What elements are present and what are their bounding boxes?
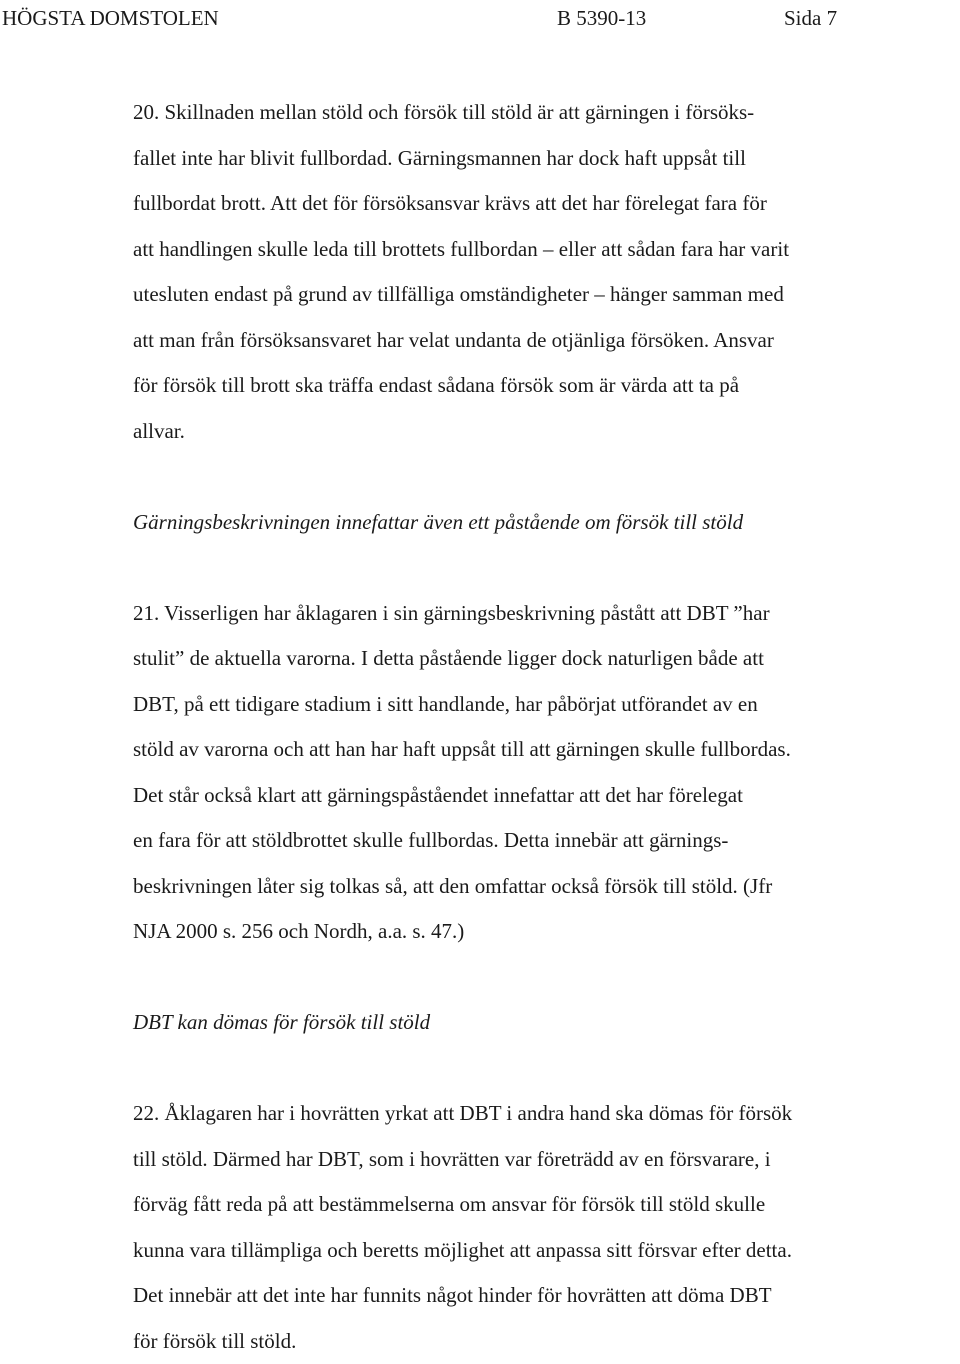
spacer: [133, 1046, 959, 1092]
paragraph-line: fallet inte har blivit fullbordad. Gärningsmannen har dock haft uppsåt till: [133, 136, 959, 182]
paragraph-line: stöld av varorna och att han har haft uppsåt till att gärningen skulle fullbordas.: [133, 727, 959, 773]
paragraph-line: förväg fått reda på att bestämmelserna om ansvar för försök till stöld skulle: [133, 1182, 959, 1228]
paragraph-line: 20. Skillnaden mellan stöld och försök till stöld är att gärningen i försöks-: [133, 90, 959, 136]
spacer: [133, 545, 959, 591]
page-header: [0, 3, 960, 33]
paragraph-line: för försök till brott ska träffa endast sådana försök som är värda att ta på: [133, 363, 959, 409]
paragraph-line: Det innebär att det inte har funnits något hinder för hovrätten att döma DBT: [133, 1273, 959, 1319]
paragraph-line: att handlingen skulle leda till brottets fullbordan – eller att sådan fara har varit: [133, 227, 959, 273]
paragraph-line: allvar.: [133, 409, 959, 455]
paragraph-line: fullbordat brott. Att det för försöksansvar krävs att det har förelegat fara för: [133, 181, 959, 227]
section-heading-attempt-description: Gärningsbeskrivningen innefattar även ett påstående om försök till stöld: [133, 500, 959, 546]
paragraph-line: utesluten endast på grund av tillfälliga omständigheter – hänger samman med: [133, 272, 959, 318]
paragraph-line: stulit” de aktuella varorna. I detta påstående ligger dock naturligen både att: [133, 636, 959, 682]
paragraph-20: [133, 90, 959, 454]
paragraph-21: [133, 591, 959, 955]
court-name: HÖGSTA DOMSTOLEN: [2, 3, 219, 33]
paragraph-line: NJA 2000 s. 256 och Nordh, a.a. s. 47.): [133, 909, 959, 955]
paragraph-line: att man från försöksansvaret har velat undanta de otjänliga försöken. Ansvar: [133, 318, 959, 364]
paragraph-line: kunna vara tillämpliga och beretts möjlighet att anpassa sitt försvar efter detta.: [133, 1228, 959, 1274]
document-body: [133, 90, 959, 1364]
paragraph-line: beskrivningen låter sig tolkas så, att den omfattar också försök till stöld. (Jfr: [133, 864, 959, 910]
section-heading-conviction: DBT kan dömas för försök till stöld: [133, 1000, 959, 1046]
paragraph-line: Det står också klart att gärningspåståendet innefattar att det har förelegat: [133, 773, 959, 819]
paragraph-line: 21. Visserligen har åklagaren i sin gärningsbeskrivning påstått att DBT ”har: [133, 591, 959, 637]
spacer: [133, 955, 959, 1001]
paragraph-22: [133, 1091, 959, 1364]
page-number: Sida 7: [784, 3, 837, 33]
paragraph-line: en fara för att stöldbrottet skulle fullbordas. Detta innebär att gärnings-: [133, 818, 959, 864]
paragraph-line: till stöld. Därmed har DBT, som i hovrätten var företrädd av en försvarare, i: [133, 1137, 959, 1183]
spacer: [133, 454, 959, 500]
paragraph-line: för försök till stöld.: [133, 1319, 959, 1364]
paragraph-line: DBT, på ett tidigare stadium i sitt handlande, har påbörjat utförandet av en: [133, 682, 959, 728]
case-number: B 5390-13: [557, 3, 646, 33]
paragraph-line: 22. Åklagaren har i hovrätten yrkat att DBT i andra hand ska dömas för försök: [133, 1091, 959, 1137]
